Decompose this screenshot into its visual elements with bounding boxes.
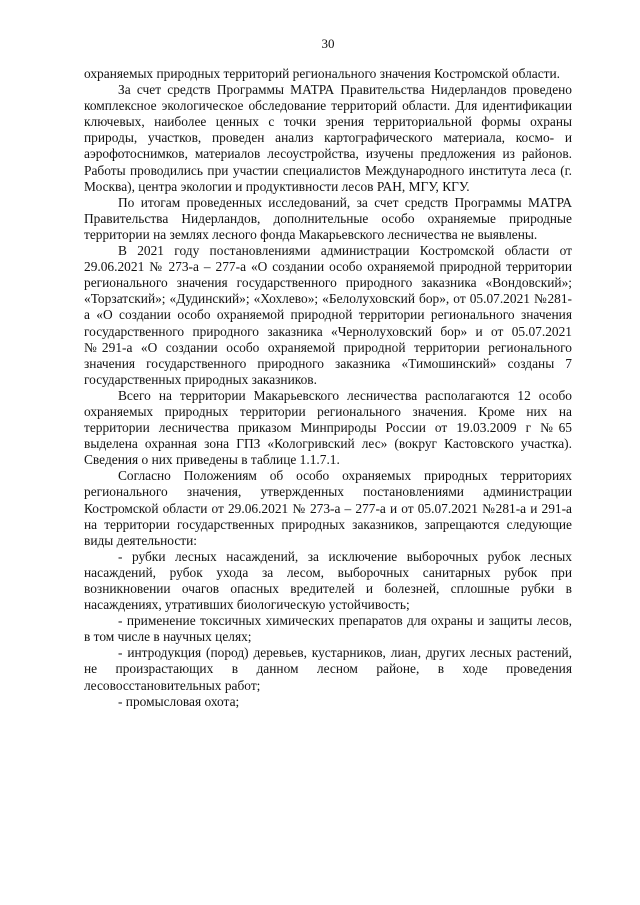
list-item-hunting: - промысловая охота;: [118, 693, 240, 709]
list-item-introduction: - интродукция (пород) деревьев, кустарников, лиан, других лесных растений, не произрастающих в данном лесном районе, в ходе проведения лесовосстановительных работ;: [84, 645, 572, 693]
paragraph-survey-results: По итогам проведенных исследований, за счет средств Программы МАТРА Правительства Нидерландов, дополнительные особо охраняемые природные территории на землях лесного фонда Макарьевского лесничества не выявлены.: [84, 194, 572, 242]
page-number: 30: [321, 36, 335, 51]
paragraph-continuation: охраняемых природных территорий регионального значения Костромской области.: [84, 66, 561, 81]
list-item-logging: - рубки лесных насаждений, за исключение выборочных рубок лесных насаждений, рубок ухода за лесом, выборочных санитарных рубок при возникновении очагов опасных вредителей и болезней, сплошные рубки в насаждениях, утративших биологическую устойчивость;: [84, 548, 572, 613]
document-body: [84, 66, 572, 710]
list-item-chemicals: - применение токсичных химических препаратов для охраны и защиты лесов, в том числе в научных целях;: [84, 613, 572, 645]
paragraph-prohibitions-intro: Согласно Положениям об особо охраняемых природных территориях регионального значения, утвержденных постановлениями администрации Костромской области от 29.06.2021 № 273-а – 277-а и от 05.07.2021 №281-а и 291-а на территории государственных природных заказников, запрещаются следующие виды деятельности:: [84, 468, 572, 548]
paragraph-matra-survey: За счет средств Программы МАТРА Правительства Нидерландов проведено комплексное экологическое обследование территорий области. Для идентификации ключевых, наиболее ценных с точки зрения территориальной формы охраны природы, участков, проведен анализ картографического материала, космо- и аэрофотоснимков, материалов лесоустройства, изучены предложения из районов. Работы проводились при участии специалистов Международного института леса (г. Москва), центра экологии и продуктивности лесов РАН, МГУ, КГУ.: [84, 82, 572, 194]
document-page: [84, 0, 572, 905]
paragraph-total-territories: Всего на территории Макарьевского лесничества располагаются 12 особо охраняемых природных территории регионального значения. Кроме них на территории лесничества приказом Минприроды России от 19.03.2009 г №65 выделена охранная зона ГПЗ «Кологривский лес» (вокруг Кастовского участка). Сведения о них приведены в таблице 1.1.7.1.: [84, 387, 572, 468]
paragraph-2021-resolutions: В 2021 году постановлениями администрации Костромской области от 29.06.2021 № 273-а – 277-а «О создании особо охраняемой природной территории регионального значения государственного природного заказника «Вондовский»; «Торзатский»; «Дудинский»; «Хохлево»; «Белолуховский бор», от 05.07.2021 №281-а «О создании особо охраняемой природной территории регионального значения государственного природного заказника «Чернолуховский бор» и от 05.07.2021 №291-а «О создании особо охраняемой природной территории регионального значения государственного природного заказника «Тимошинский» созданы 7 государственных природных заказников.: [84, 243, 572, 387]
